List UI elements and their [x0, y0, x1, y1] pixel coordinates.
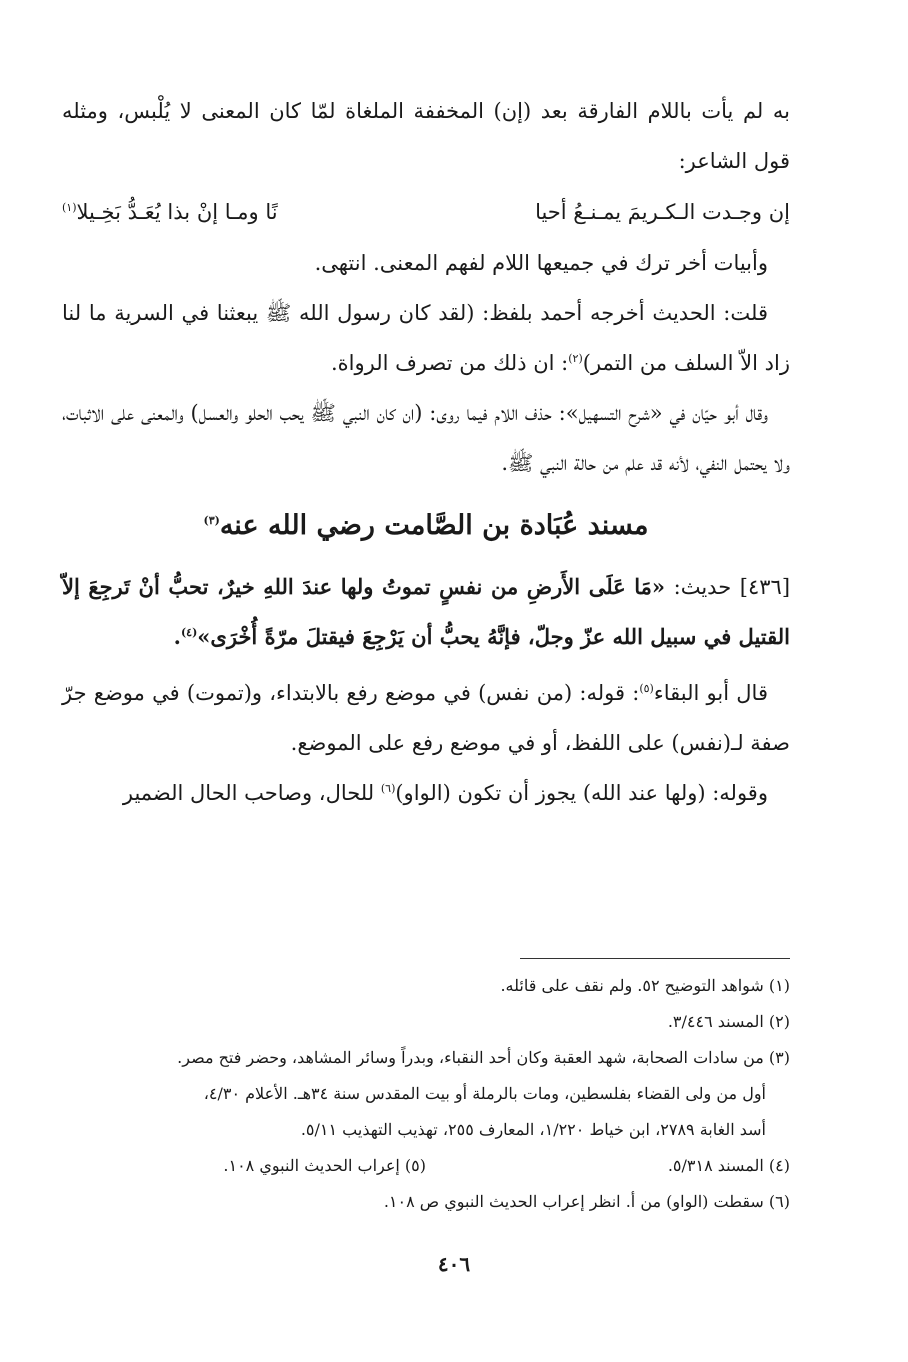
- paragraph-3: [62, 288, 790, 388]
- footnote-3: (٣) من سادات الصحابة، شهد العقبة وكان أحد النقباء، وبدراً وسائر المشاهد، وحضر فتح مصر.: [177, 1048, 790, 1067]
- footnote-3-continued: أول من ولى القضاء بفلسطين، ومات بالرملة أو بيت المقدس سنة ٣٤هـ. الأعلام ٤/٣٠،: [203, 1084, 766, 1103]
- section-heading: [62, 496, 790, 556]
- paragraph-3-end: : ان ذلك من تصرف الرواة.: [330, 351, 569, 375]
- footnote-ref-4[interactable]: (٤): [180, 626, 198, 639]
- verse-first-hemistich: إن وجـدت الـكـريمَ يمـنـعُ أحيا: [535, 200, 790, 224]
- footnote-3-continued-2: أسد الغابة ٢٧٨٩، ابن خياط ١/٢٢٠، المعارف ٢٥٥، تهذيب التهذيب ٥/١١.: [300, 1120, 766, 1139]
- hadith-text: «مَا عَلَى الأَرضِ من نفسٍ تموتُ ولها عندَ اللهِ خيرٌ، تحبُّ أنْ تَرجِعَ إلاّ القتيل في سبيل الله عزّ وجلّ، فإنَّهُ يحبُّ أن يَرْجِعَ فيقتلَ مرّةً أُخْرَى»: [62, 574, 790, 649]
- commentary-1: [62, 668, 790, 768]
- page-number: ٤٠٦: [437, 1252, 471, 1276]
- verse-second-hemistich: [62, 186, 278, 238]
- hadith-436: [62, 562, 790, 662]
- paragraph-1: به لم يأت باللام الفارقة بعد (إن) المخففة الملغاة لمّا كان المعنى لا يُلْبس، ومثله قول الشاعر:: [62, 99, 790, 173]
- hadith-label: حديث:: [673, 575, 732, 599]
- footnotes: [62, 968, 790, 1220]
- footnote-ref-5[interactable]: (٥): [639, 682, 654, 695]
- commentary-2: [62, 768, 790, 818]
- hadith-end: .: [173, 624, 181, 649]
- footnote-ref-1[interactable]: (١): [62, 201, 77, 214]
- footnote-ref-3[interactable]: (٣): [203, 514, 220, 527]
- footnote-ref-6[interactable]: (٦): [380, 782, 396, 795]
- commentary-2-b: للحال، وصاحب الحال الضمير: [122, 781, 375, 805]
- commentary-1-a: قال أبو البقاء: [653, 681, 768, 705]
- section-title: مسند عُبَادة بن الصَّامت رضي الله عنه: [219, 510, 649, 541]
- poetry-verse: [62, 186, 790, 238]
- commentary-1-b: : قوله: (من نفس) في موضع رفع بالابتداء، و(تموت) في موضع جرّ صفة لـ(نفس) على اللفظ، أو في موضع رفع على الموضع.: [62, 681, 790, 755]
- commentary-2-a: وقوله: (ولها عند الله) يجوز أن تكون (الواو): [395, 781, 768, 805]
- footnote-5: (٥) إعراب الحديث النبوي ١٠٨.: [223, 1156, 426, 1175]
- footnote-ref-2[interactable]: (٢): [568, 352, 583, 365]
- paragraph-3-text: قلت: الحديث أخرجه أحمد بلفظ: (لقد كان رسول الله ﷺ يبعثنا في السرية ما لنا زاد الاّ السلف من التمر): [62, 301, 790, 375]
- verse-second-text: نًا ومـا إنْ بذا يُعَـدُّ بَخِـيلا: [76, 200, 278, 224]
- paragraph-2: وأبيات أخر ترك في جميعها اللام لفهم المعنى. انتهى.: [314, 251, 768, 275]
- paragraph-4: وقال أبو حيّان في «شرح التسهيل»: حذف اللام فيما روى: (ان كان النبي ﷺ يحب الحلو والعسل) والمعنى على الاثبات، ولا يحتمل النفي، لأنه قد علم من حالة النبي ﷺ.: [62, 401, 790, 475]
- hadith-number: [٤٣٦]: [739, 575, 791, 599]
- footnote-1: (١) شواهد التوضيح ٥٢. ولم نقف على قائله.: [500, 976, 790, 995]
- footnote-2: (٢) المسند ٣/٤٤٦.: [667, 1012, 790, 1031]
- footnote-divider: [520, 958, 790, 959]
- footnote-4: (٤) المسند ٥/٣١٨.: [667, 1156, 790, 1175]
- footnote-6: (٦) سقطت (الواو) من أ. انظر إعراب الحديث النبوي ص ١٠٨.: [383, 1192, 790, 1211]
- footnote-row-4-5: [62, 1148, 790, 1184]
